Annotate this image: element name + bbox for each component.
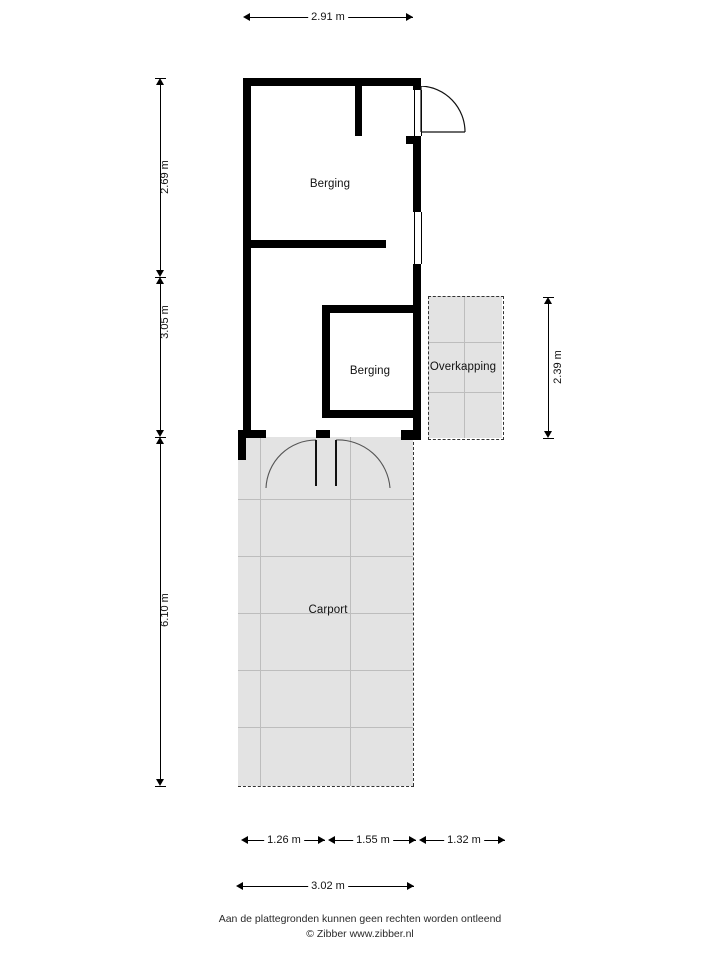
room-label-berging-upper: Berging (309, 178, 351, 190)
wall-berging2-top (322, 305, 421, 313)
wall-right-glazing-2 (414, 212, 422, 264)
door-carport-left-arc (264, 438, 318, 492)
dimension-arrow-top-left (243, 13, 250, 21)
dimension-arrow-239-up (544, 297, 552, 304)
dimension-arrow-239-down (544, 431, 552, 438)
carport-edge-bottom (238, 786, 414, 787)
dimension-label-bottom-155: 1.55 m (353, 834, 393, 846)
dimension-arrow-126-right (318, 836, 325, 844)
wall-berging2-left (322, 305, 330, 418)
dimension-arrow-269-up (156, 78, 164, 85)
dimension-arrow-132-right (498, 836, 505, 844)
carport-edge-right (413, 437, 414, 786)
wall-top (243, 78, 421, 86)
wall-bottom-pillar-right (401, 430, 421, 440)
wall-left-upper (243, 78, 251, 438)
dimension-label-bottom-126: 1.26 m (264, 834, 304, 846)
dimension-line-left-305 (160, 281, 161, 433)
dimension-arrow-total-left (236, 882, 243, 890)
dimension-tick-right-2 (543, 438, 554, 439)
dimension-arrow-126-left (241, 836, 248, 844)
wall-right-mid-b (413, 136, 421, 212)
dimension-arrow-269-down (156, 270, 164, 277)
footer-copyright: © Zibber www.zibber.nl (306, 927, 414, 940)
wall-berging2-bottom (322, 410, 421, 418)
dimension-label-top: 2.91 m (308, 11, 348, 23)
room-label-berging-lower: Berging (349, 365, 391, 377)
dimension-label-left-269: 2.69 m (159, 160, 171, 194)
door-carport-right-arc (334, 438, 392, 492)
room-label-carport: Carport (308, 604, 348, 616)
dimension-arrow-610-down (156, 779, 164, 786)
dimension-label-right-239: 2.39 m (552, 350, 564, 384)
wall-bottom-pillar-mid (316, 430, 330, 438)
wall-bottom-pillar-left (238, 430, 246, 460)
dimension-tick-left-4 (155, 786, 166, 787)
dimension-arrow-top-right (406, 13, 413, 21)
dimension-arrow-610-up (156, 437, 164, 444)
wall-partition-vertical-top (355, 86, 362, 136)
dimension-arrow-total-right (407, 882, 414, 890)
dimension-label-left-610: 6.10 m (159, 593, 171, 627)
footer (0, 912, 720, 942)
footer-disclaimer: Aan de plattegronden kunnen geen rechten worden ontleend (218, 912, 502, 925)
dimension-label-bottom-total: 3.02 m (308, 880, 348, 892)
dimension-label-bottom-132: 1.32 m (444, 834, 484, 846)
door-entrance-arc (418, 86, 470, 138)
room-label-overkapping: Overkapping (429, 361, 497, 373)
dimension-arrow-155-right (409, 836, 416, 844)
dimension-arrow-305-down (156, 430, 164, 437)
dimension-arrow-132-left (419, 836, 426, 844)
wall-partition-horizontal-mid (243, 240, 386, 248)
dimension-line-right-239 (548, 301, 549, 435)
dimension-arrow-305-up (156, 277, 164, 284)
dimension-label-left-305: 3.05 m (159, 305, 171, 339)
dimension-arrow-155-left (328, 836, 335, 844)
